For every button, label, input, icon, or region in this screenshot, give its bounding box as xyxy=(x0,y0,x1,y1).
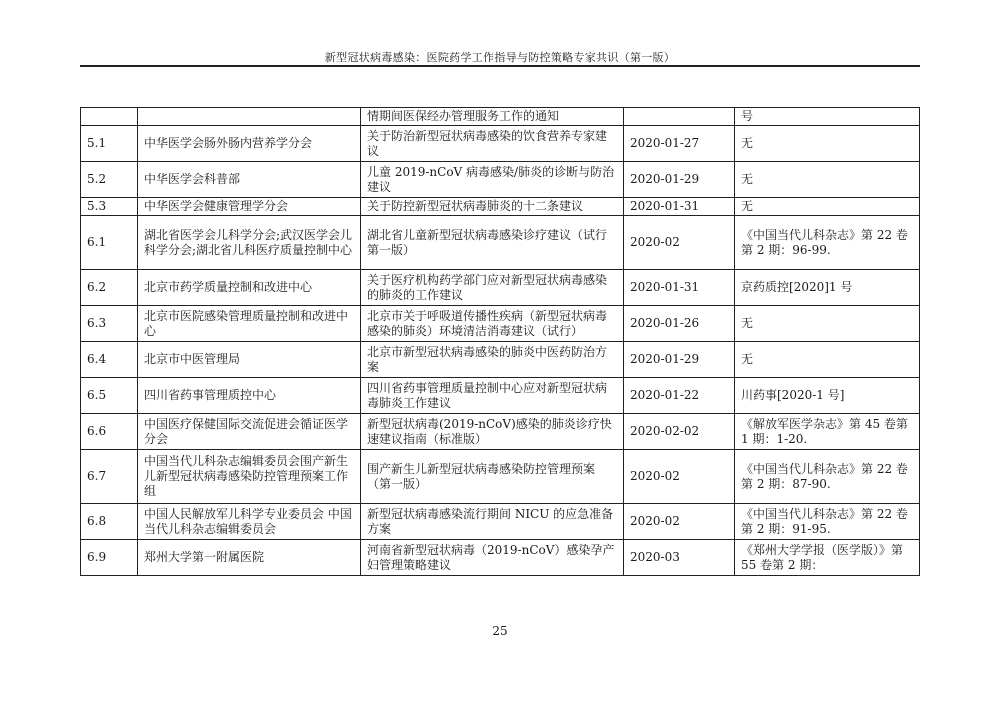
cell-document-title xyxy=(361,108,624,126)
cell-date-text: 2020-01-26 xyxy=(630,316,700,330)
cell-date xyxy=(624,162,735,198)
cell-organization-text: 中华医学会肠外肠内营养学分会 xyxy=(144,136,313,150)
cell-document-title xyxy=(361,414,624,450)
cell-source xyxy=(735,108,920,126)
cell-document-title-text: 关于医疗机构药学部门应对新型冠状病毒感染的肺炎的工作建议 xyxy=(367,272,608,302)
cell-number-text: 6.6 xyxy=(87,424,107,438)
cell-organization xyxy=(138,450,361,504)
cell-source-text: 号 xyxy=(741,109,754,123)
cell-organization-text: 中华医学会科普部 xyxy=(144,172,241,186)
cell-number xyxy=(81,306,138,342)
cell-organization-text: 中国医疗保健国际交流促进会循证医学分会 xyxy=(144,416,349,446)
cell-document-title-text: 北京市新型冠状病毒感染的肺炎中医药防治方案 xyxy=(367,344,608,374)
table-row xyxy=(81,414,920,450)
cell-document-title xyxy=(361,504,624,540)
cell-organization xyxy=(138,108,361,126)
cell-organization-text: 北京市医院感染管理质量控制和改进中心 xyxy=(144,308,349,338)
cell-date xyxy=(624,216,735,270)
cell-document-title-text: 北京市关于呼吸道传播性疾病（新型冠状病毒感染的肺炎）环境清洁消毒建议（试行） xyxy=(367,308,608,338)
cell-document-title xyxy=(361,540,624,576)
cell-source-text: 京药质控[2020]1 号 xyxy=(741,280,853,294)
cell-number-text: 6.4 xyxy=(87,352,107,366)
cell-document-title xyxy=(361,270,624,306)
cell-organization-text: 四川省药事管理质控中心 xyxy=(144,388,277,402)
cell-document-title-text: 四川省药事管理质量控制中心应对新型冠状病毒肺炎工作建议 xyxy=(367,380,608,410)
cell-source-text: 无 xyxy=(741,352,754,366)
cell-date xyxy=(624,450,735,504)
guideline-table xyxy=(80,107,920,576)
table-row xyxy=(81,306,920,342)
cell-document-title xyxy=(361,198,624,216)
cell-organization xyxy=(138,198,361,216)
cell-organization-text: 郑州大学第一附属医院 xyxy=(144,550,265,564)
cell-source-text: 无 xyxy=(741,199,754,213)
page-number: 25 xyxy=(492,624,508,638)
table-body xyxy=(81,108,920,576)
cell-number xyxy=(81,270,138,306)
cell-source xyxy=(735,504,920,540)
table-row xyxy=(81,108,920,126)
cell-organization-text: 中国当代儿科杂志编辑委员会围产新生儿新型冠状病毒感染防控管理预案工作组 xyxy=(144,454,349,498)
cell-number xyxy=(81,198,138,216)
cell-document-title xyxy=(361,126,624,162)
cell-document-title xyxy=(361,216,624,270)
cell-number xyxy=(81,126,138,162)
cell-source xyxy=(735,126,920,162)
cell-number-text: 6.7 xyxy=(87,469,107,483)
cell-source-text: 川药事[2020-1 号] xyxy=(741,388,845,402)
cell-number-text: 6.5 xyxy=(87,388,107,402)
cell-date-text: 2020-01-29 xyxy=(630,352,700,366)
cell-date-text: 2020-01-27 xyxy=(630,136,700,150)
cell-date-text: 2020-01-31 xyxy=(630,280,700,294)
cell-source xyxy=(735,162,920,198)
cell-date-text: 2020-02 xyxy=(630,514,680,528)
cell-date xyxy=(624,504,735,540)
cell-document-title-text: 关于防治新型冠状病毒感染的饮食营养专家建议 xyxy=(367,128,608,158)
cell-source-text: 《解放军医学杂志》第 45 卷第 1 期：1-20. xyxy=(741,416,908,446)
cell-source xyxy=(735,540,920,576)
cell-number xyxy=(81,450,138,504)
table-row xyxy=(81,162,920,198)
cell-document-title-text: 新型冠状病毒(2019-nCoV)感染的肺炎诊疗快速建议指南（标准版） xyxy=(367,416,612,446)
cell-organization-text: 湖北省医学会儿科学分会;武汉医学会儿科学分会;湖北省儿科医疗质量控制中心 xyxy=(144,227,353,257)
cell-date-text: 2020-01-22 xyxy=(630,388,700,402)
cell-source xyxy=(735,270,920,306)
cell-document-title-text: 新型冠状病毒感染流行期间 NICU 的应急准备方案 xyxy=(367,506,614,536)
cell-document-title xyxy=(361,342,624,378)
cell-number-text: 6.1 xyxy=(87,235,107,249)
cell-document-title xyxy=(361,306,624,342)
cell-date-text: 2020-01-29 xyxy=(630,172,700,186)
cell-date-text: 2020-02 xyxy=(630,235,680,249)
cell-number xyxy=(81,162,138,198)
cell-organization-text: 中华医学会健康管理学分会 xyxy=(144,199,289,213)
cell-number xyxy=(81,342,138,378)
cell-organization xyxy=(138,540,361,576)
cell-source-text: 无 xyxy=(741,316,754,330)
cell-number-text: 5.3 xyxy=(87,199,107,213)
cell-organization xyxy=(138,414,361,450)
cell-document-title-text: 河南省新型冠状病毒（2019-nCoV）感染孕产妇管理策略建议 xyxy=(367,542,615,572)
cell-source xyxy=(735,342,920,378)
cell-source xyxy=(735,198,920,216)
cell-number-text: 6.2 xyxy=(87,280,107,294)
table-row xyxy=(81,540,920,576)
cell-source xyxy=(735,378,920,414)
cell-organization xyxy=(138,126,361,162)
cell-date xyxy=(624,108,735,126)
table-row xyxy=(81,198,920,216)
cell-date-text: 2020-02-02 xyxy=(630,424,700,438)
cell-organization xyxy=(138,162,361,198)
table-row xyxy=(81,378,920,414)
cell-number xyxy=(81,504,138,540)
cell-source-text: 《中国当代儿科杂志》第 22 卷第 2 期：87-90. xyxy=(741,461,908,491)
table-row xyxy=(81,126,920,162)
cell-organization-text: 北京市药学质量控制和改进中心 xyxy=(144,280,313,294)
cell-number-text: 6.3 xyxy=(87,316,107,330)
cell-document-title-text: 湖北省儿童新型冠状病毒感染诊疗建议（试行第一版） xyxy=(367,227,608,257)
cell-number xyxy=(81,414,138,450)
cell-number xyxy=(81,216,138,270)
cell-organization-text: 北京市中医管理局 xyxy=(144,352,241,366)
cell-organization xyxy=(138,504,361,540)
cell-date-text: 2020-01-31 xyxy=(630,199,700,213)
cell-date xyxy=(624,198,735,216)
cell-date xyxy=(624,378,735,414)
cell-number-text: 5.1 xyxy=(87,136,107,150)
cell-date xyxy=(624,270,735,306)
cell-document-title xyxy=(361,450,624,504)
cell-document-title-text: 情期间医保经办管理服务工作的通知 xyxy=(367,109,560,123)
cell-source xyxy=(735,306,920,342)
cell-date xyxy=(624,540,735,576)
cell-source xyxy=(735,414,920,450)
cell-source-text: 《中国当代儿科杂志》第 22 卷第 2 期：96-99. xyxy=(741,227,908,257)
table-row xyxy=(81,270,920,306)
cell-organization xyxy=(138,378,361,414)
running-header-title: 新型冠状病毒感染：医院药学工作指导与防控策略专家共识（第一版） xyxy=(324,51,676,64)
cell-source-text: 无 xyxy=(741,172,754,186)
table-row xyxy=(81,504,920,540)
cell-number-text: 6.9 xyxy=(87,550,107,564)
cell-source xyxy=(735,450,920,504)
cell-document-title-text: 儿童 2019-nCoV 病毒感染/肺炎的诊断与防治建议 xyxy=(367,164,615,194)
cell-document-title xyxy=(361,162,624,198)
cell-organization xyxy=(138,216,361,270)
cell-number-text: 6.8 xyxy=(87,514,107,528)
cell-date xyxy=(624,342,735,378)
cell-organization xyxy=(138,306,361,342)
table-row xyxy=(81,342,920,378)
cell-date xyxy=(624,414,735,450)
cell-source-text: 《中国当代儿科杂志》第 22 卷第 2 期：91-95. xyxy=(741,506,908,536)
cell-organization-text: 中国人民解放军儿科学专业委员会 中国当代儿科杂志编辑委员会 xyxy=(144,506,352,536)
cell-number-text: 5.2 xyxy=(87,172,107,186)
cell-organization xyxy=(138,270,361,306)
cell-date xyxy=(624,126,735,162)
table-row xyxy=(81,450,920,504)
table-row xyxy=(81,216,920,270)
cell-date-text: 2020-03 xyxy=(630,550,680,564)
cell-number xyxy=(81,378,138,414)
cell-organization xyxy=(138,342,361,378)
cell-document-title-text: 围产新生儿新型冠状病毒感染防控管理预案（第一版） xyxy=(367,461,596,491)
cell-number xyxy=(81,540,138,576)
header-rule xyxy=(80,65,920,67)
cell-source-text: 无 xyxy=(741,136,754,150)
cell-document-title-text: 关于防控新型冠状病毒肺炎的十二条建议 xyxy=(367,199,584,213)
cell-date xyxy=(624,306,735,342)
cell-number xyxy=(81,108,138,126)
cell-source xyxy=(735,216,920,270)
cell-date-text: 2020-02 xyxy=(630,469,680,483)
cell-source-text: 《郑州大学学报（医学版）》第 55 卷第 2 期： xyxy=(741,542,904,572)
cell-document-title xyxy=(361,378,624,414)
